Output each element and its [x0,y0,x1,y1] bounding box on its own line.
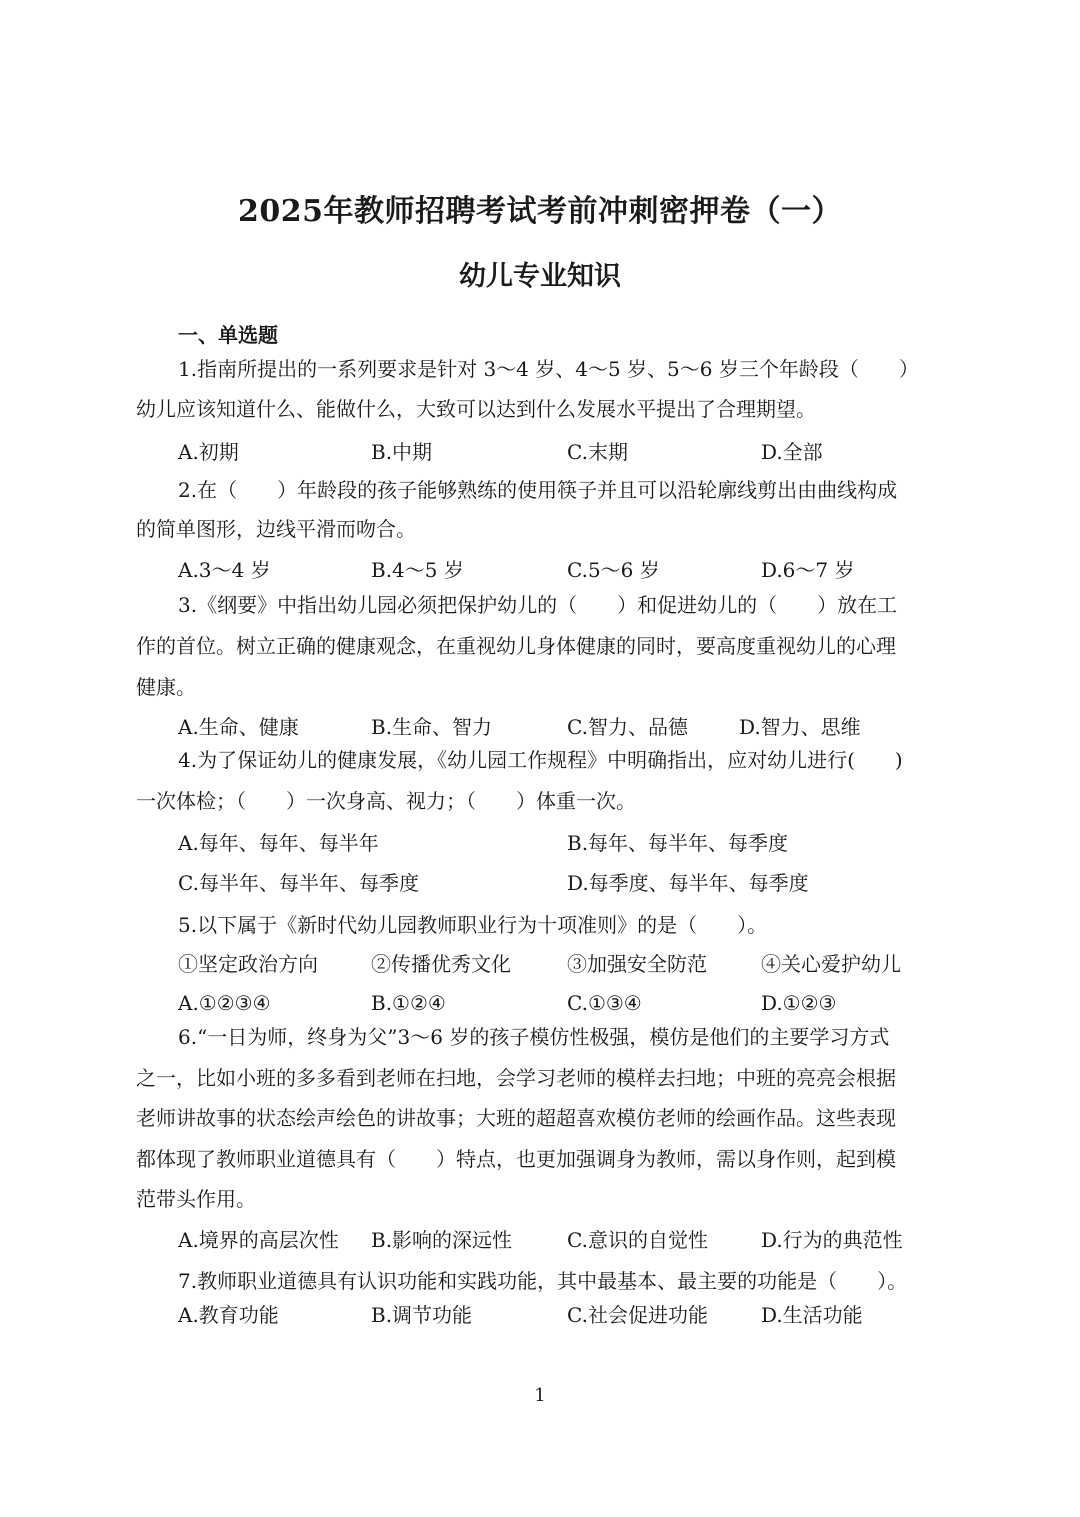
question-2-option-d: D.6～7 岁 [761,558,855,582]
question-6-option-a: A.境界的高层次性 [178,1228,339,1252]
question-4-option-d: D.每季度、每半年、每季度 [567,871,809,895]
question-2-line-2: 的简单图形，边线平滑而吻合。 [136,517,416,541]
question-3-line-2: 作的首位。树立正确的健康观念，在重视幼儿身体健康的同时，要高度重视幼儿的心理 [136,634,896,658]
question-4-line-1: 4.为了保证幼儿的健康发展，《幼儿园工作规程》中明确指出，应对幼儿进行( ) [178,748,903,772]
question-7-option-a: A.教育功能 [178,1303,279,1327]
question-7-option-d: D.生活功能 [761,1303,863,1327]
question-5-line-1: 5.以下属于《新时代幼儿园教师职业行为十项准则》的是（ ）。 [178,913,768,937]
question-7-option-c: C.社会促进功能 [567,1303,708,1327]
question-2-option-c: C.5～6 岁 [567,558,660,582]
question-6-line-1: 6.“一日为师，终身为父”3～6 岁的孩子模仿性极强，模仿是他们的主要学习方式 [178,1025,890,1049]
question-6-option-d: D.行为的典范性 [761,1228,903,1252]
question-1-option-b: B.中期 [371,440,433,464]
question-3-option-a: A.生命、健康 [178,715,299,739]
question-5-item-1: ①坚定政治方向 [178,952,318,976]
question-2-line-1: 2.在（ ）年龄段的孩子能够熟练的使用筷子并且可以沿轮廓线剪出由曲线构成 [178,478,898,502]
question-5-option-d: D.①②③ [761,991,837,1015]
page-number: 1 [534,1385,546,1406]
question-3-option-c: C.智力、品德 [567,715,688,739]
question-5-option-b: B.①②④ [371,991,446,1015]
question-5-item-3: ③加强安全防范 [567,952,707,976]
question-1-option-d: D.全部 [761,440,823,464]
question-1-line-1: 1.指南所提出的一系列要求是针对 3～4 岁、4～5 岁、5～6 岁三个年龄段（ ） [178,357,919,381]
question-4-line-2: 一次体检；（ ）一次身高、视力；（ ）体重一次。 [136,789,636,813]
page-title: 2025年教师招聘考试考前冲刺密押卷（一） [238,194,842,229]
question-1-option-a: A.初期 [178,440,239,464]
question-4-option-c: C.每半年、每半年、每季度 [178,871,419,895]
question-3-line-3: 健康。 [136,675,196,699]
section-heading: 一、单选题 [178,323,278,347]
question-4-option-b: B.每年、每半年、每季度 [567,831,789,855]
question-3-line-1: 3.《纲要》中指出幼儿园必须把保护幼儿的（ ）和促进幼儿的（ ）放在工 [178,593,898,617]
question-6-option-c: C.意识的自觉性 [567,1228,708,1252]
question-1-line-2: 幼儿应该知道什么、能做什么，大致可以达到什么发展水平提出了合理期望。 [136,397,816,421]
question-1-option-c: C.末期 [567,440,628,464]
question-2-option-b: B.4～5 岁 [371,558,464,582]
page-subtitle: 幼儿专业知识 [459,261,621,292]
question-6-line-2: 之一，比如小班的多多看到老师在扫地，会学习老师的模样去扫地；中班的亮亮会根据 [136,1066,896,1090]
question-2-option-a: A.3～4 岁 [178,558,271,582]
question-6-line-4: 都体现了教师职业道德具有（ ）特点，也更加强调身为教师，需以身作则，起到模 [136,1147,896,1171]
question-7-option-b: B.调节功能 [371,1303,473,1327]
question-3-option-b: B.生命、智力 [371,715,493,739]
question-5-option-c: C.①③④ [567,991,642,1015]
question-5-item-2: ②传播优秀文化 [371,952,511,976]
question-3-option-d: D.智力、思维 [739,715,861,739]
question-6-line-3: 老师讲故事的状态绘声绘色的讲故事；大班的超超喜欢模仿老师的绘画作品。这些表现 [136,1106,896,1130]
question-6-option-b: B.影响的深远性 [371,1228,513,1252]
question-6-line-5: 范带头作用。 [136,1187,256,1211]
question-7-line-1: 7.教师职业道德具有认识功能和实践功能，其中最基本、最主要的功能是（ ）。 [178,1269,908,1293]
question-4-option-a: A.每年、每年、每半年 [178,831,379,855]
question-5-option-a: A.①②③④ [178,991,271,1015]
question-5-item-4: ④关心爱护幼儿 [761,952,901,976]
